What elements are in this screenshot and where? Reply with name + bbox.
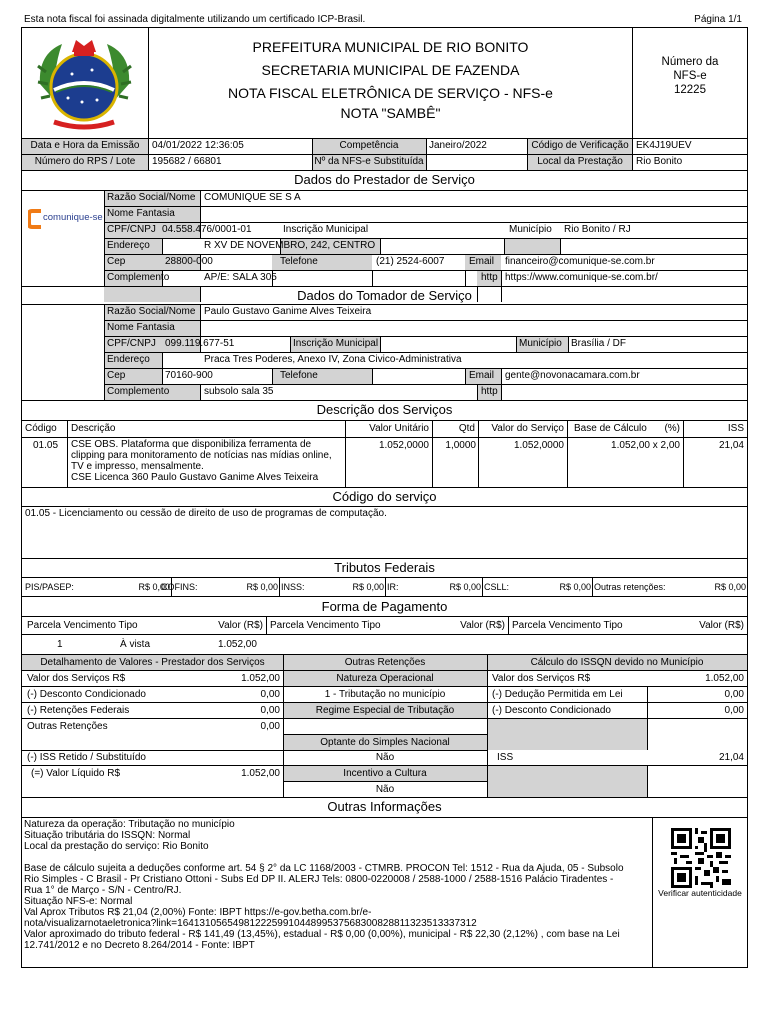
- simples-nacional-value: Não: [375, 752, 395, 763]
- inss-value: R$ 0,00: [352, 582, 384, 592]
- prefeitura-title: PREFEITURA MUNICIPAL DE RIO BONITO: [252, 39, 529, 55]
- outras-info-section-title: Outras Informações: [327, 799, 442, 814]
- prestador-complemento-value: AP/E: SALA 305: [204, 272, 277, 283]
- tomador-telefone-label: Telefone: [280, 370, 318, 381]
- prestador-cep-label: Cep: [107, 256, 126, 267]
- pis-value: R$ 0,00: [138, 582, 170, 592]
- prestador-http-value[interactable]: https://www.comunique-se.com.br/: [505, 272, 658, 283]
- nota-sambe-title: NOTA "SAMBÊ": [340, 105, 441, 121]
- retencoes-federais-label: (-) Retenções Federais: [27, 705, 130, 716]
- outras-info-line: [24, 852, 652, 863]
- valor-servicos-label: Valor dos Serviços R$: [27, 673, 126, 684]
- prestador-municipio-label: Município: [509, 224, 552, 235]
- pagamento-row-valor: 1.052,00: [218, 639, 257, 650]
- inss-label: INSS:: [281, 582, 305, 592]
- rps-value: 195682 / 66801: [152, 156, 222, 167]
- tomador-fantasia-label: Nome Fantasia: [107, 322, 175, 333]
- rps-label: Número do RPS / Lote: [34, 156, 136, 167]
- servico-row-valor-unitario: 1.052,0000: [378, 440, 429, 451]
- verificar-autenticidade-caption: Verificar autenticidade: [658, 888, 742, 898]
- pagamento-section-title: Forma de Pagamento: [321, 599, 448, 614]
- servicos-col-descricao: Descrição: [71, 423, 116, 434]
- tomador-cpf-value: 099.119.677-51: [165, 338, 235, 349]
- prestador-municipio-value: Rio Bonito / RJ: [564, 224, 631, 235]
- prestador-cpf-label: CPF/CNPJ: [107, 224, 156, 235]
- calc-iss-value: 21,04: [718, 752, 744, 763]
- tomador-email-value: gente@novonacamara.com.br: [505, 370, 640, 381]
- prestador-telefone-label: Telefone: [280, 256, 318, 267]
- prestador-email-label: Email: [469, 256, 495, 267]
- prestador-razao-label: Razão Social/Nome: [107, 192, 196, 203]
- comunique-se-logo: [28, 208, 102, 230]
- servicos-col-codigo: Código: [25, 423, 57, 434]
- valor-servicos-value: 1.052,00: [241, 673, 280, 684]
- servico-row-base: 1.052,00 x 2,00: [611, 440, 680, 451]
- outras-info-line: Rio Simples - C Brasil - Pr Cristiano Ottoni - Subs Ed DP II. ALERJ Tels: 0800-0220008 / 2588-1000 / 2588-1516 Palácio Tiradentes -: [24, 874, 614, 885]
- calc-valor-servicos-value: 1.052,00: [705, 673, 744, 684]
- servico-desc-line: CSE Licenca 360 Paulo Gustavo Ganime Alves Teixeira: [71, 472, 319, 483]
- outras-info-line: Base de cálculo sujeita a deduções conforme art. 54 § 2° da LC 1168/2003 - CTMRB. PROCON Tel: 1512 - Rua da Ajuda, 05 - Subsolo: [24, 863, 624, 874]
- servicos-section-title: Descrição dos Serviços: [316, 402, 453, 417]
- tomador-municipio-label: Município: [519, 338, 562, 349]
- servicos-col-qtd: Qtd: [458, 423, 475, 434]
- ir-value: R$ 0,00: [449, 582, 481, 592]
- nfse-document: [21, 27, 748, 968]
- pagamento-row-parcela: 1: [57, 639, 63, 650]
- tomador-email-label: Email: [469, 370, 495, 381]
- servico-row-qtd: 1,0000: [445, 440, 476, 451]
- tomador-cep-label: Cep: [107, 370, 126, 381]
- ir-label: IR:: [387, 582, 399, 592]
- prestador-cpf-value: 04.558.476/0001-01: [162, 224, 252, 235]
- desconto-condicionado-label: (-) Desconto Condicionado: [27, 689, 146, 700]
- outras-info-line: Natureza da operação: Tributação no município: [24, 819, 235, 830]
- emissao-label: Data e Hora da Emissão: [30, 140, 140, 151]
- prestador-email-value: financeiro@comunique-se.com.br: [505, 256, 655, 267]
- local-prestacao-value: Rio Bonito: [636, 156, 683, 167]
- pagamento-row-tipo: À vista: [120, 639, 151, 650]
- competencia-value: Janeiro/2022: [429, 140, 487, 151]
- codigo-servico-section-title: Código do serviço: [332, 489, 437, 504]
- outras-info-line: Local da prestação do serviço: Rio Bonito: [24, 841, 209, 852]
- cofins-label: COFINS:: [161, 582, 198, 592]
- natureza-operacional-value: 1 - Tributação no município: [324, 689, 446, 700]
- tomador-cpf-label: CPF/CNPJ: [107, 338, 156, 349]
- iss-retido-label: (-) ISS Retido / Substituído: [27, 752, 146, 763]
- servico-row-descricao: [71, 439, 345, 483]
- natureza-operacional-label: Natureza Operacional: [336, 673, 434, 684]
- pagamento-col-parcela-2: Parcela Vencimento Tipo: [270, 620, 381, 631]
- tomador-municipio-value: Brasília / DF: [571, 338, 627, 349]
- pagamento-col-valor-2: Valor (R$): [460, 620, 505, 631]
- servicos-col-percent: (%): [664, 423, 680, 434]
- csll-label: CSLL:: [484, 582, 510, 592]
- regime-especial-label: Regime Especial de Tributação: [315, 705, 455, 716]
- prestador-insc-label: Inscrição Municipal: [283, 224, 369, 235]
- outras-retencoes-row-label: Outras Retenções: [27, 721, 108, 732]
- retencoes-federais-value: 0,00: [260, 705, 280, 716]
- tomador-complemento-label: Complemento: [107, 386, 170, 397]
- pis-label: PIS/PASEP:: [25, 582, 74, 592]
- calc-desconto-label: (-) Desconto Condicionado: [492, 705, 611, 716]
- outras-retencoes-title: Outras Retenções: [344, 657, 426, 668]
- tomador-cep-value: 70160-900: [165, 370, 213, 381]
- deducao-permitida-value: 0,00: [724, 689, 744, 700]
- cofins-value: R$ 0,00: [246, 582, 278, 592]
- prestador-endereco-value: R XV DE NOVEMBRO, 242, CENTRO: [204, 240, 376, 251]
- outras-info-line: Situação tributária do ISSQN: Normal: [24, 830, 191, 841]
- detalhamento-title: Detalhamento de Valores - Prestador dos Serviços: [40, 657, 265, 668]
- numero-nfse-label: Número da: [661, 56, 719, 68]
- nfse-title: NOTA FISCAL ELETRÔNICA DE SERVIÇO - NFS-e: [228, 85, 553, 101]
- csll-value: R$ 0,00: [559, 582, 591, 592]
- tomador-razao-value: Paulo Gustavo Ganime Alves Teixeira: [204, 306, 372, 317]
- desconto-condicionado-value: 0,00: [260, 689, 280, 700]
- simples-nacional-label: Optante do Simples Nacional: [320, 737, 450, 748]
- outras-info-line: Valor aproximado do tributo federal - R$ 141,49 (13,45%), estadual - R$ 0,00 (0,00%), municipal - R$ 22,30 (2,12%) , com base na Lei: [24, 929, 620, 940]
- prestador-complemento-label: Complemento: [107, 272, 170, 283]
- valor-liquido-label: (=) Valor Líquido R$: [31, 768, 121, 779]
- prestador-telefone-value: (21) 2524-6007: [376, 256, 445, 267]
- outras-retencoes-value: R$ 0,00: [714, 582, 746, 592]
- tomador-complemento-value: subsolo sala 35: [204, 386, 274, 397]
- pagamento-col-parcela-3: Parcela Vencimento Tipo: [512, 620, 623, 631]
- outras-info-line: Rua 1° de Março - S/N - Centro/RJ.: [24, 885, 182, 896]
- pagamento-col-valor-3: Valor (R$): [699, 620, 744, 631]
- municipal-coat-of-arms-icon: [32, 32, 137, 134]
- tributos-section-title: Tributos Federais: [334, 560, 435, 575]
- pagamento-col-parcela-1: Parcela Vencimento Tipo: [27, 620, 138, 631]
- prestador-razao-value: COMUNIQUE SE S A: [204, 192, 301, 203]
- servicos-col-valor-servico: Valor do Serviço: [491, 423, 564, 434]
- codigo-verificacao-value: EK4J19UEV: [636, 140, 692, 151]
- calc-iss-label: ISS: [497, 752, 514, 763]
- numero-nfse-value: 12225: [674, 84, 706, 96]
- outras-info-line: Situação NFS-e: Normal: [24, 896, 133, 907]
- servicos-col-valor-unitario: Valor Unitário: [369, 423, 429, 434]
- emissao-value: 04/01/2022 12:36:05: [152, 140, 244, 151]
- outras-info-line: nota/visualizarnotaeletronica?link=164131056549812225991044899537568300828811323513337312: [24, 918, 477, 929]
- numero-nfse-label-2: NFS-e: [673, 70, 707, 82]
- servico-desc-line: TV e impresso, mensalmente.: [71, 461, 204, 472]
- prestador-cep-value: 28800-000: [165, 256, 213, 267]
- outras-info-text: [24, 819, 652, 951]
- servico-desc-line: CSE OBS. Plataforma que disponibiliza ferramenta de: [71, 439, 312, 450]
- outras-retencoes-row-value: 0,00: [260, 721, 280, 732]
- page-number: Página 1/1: [694, 14, 742, 25]
- valor-liquido-value: 1.052,00: [241, 768, 280, 779]
- qr-code-icon[interactable]: [671, 828, 731, 888]
- signature-notice: Esta nota fiscal foi assinada digitalmente utilizando um certificado ICP-Brasil.: [24, 14, 366, 25]
- codigo-verificacao-label: Código de Verificação: [531, 140, 629, 151]
- tomador-insc-label: Inscrição Municipal: [293, 338, 379, 349]
- substituida-label: Nº da NFS-e Substituída: [314, 156, 424, 167]
- pagamento-col-valor-1: Valor (R$): [218, 620, 263, 631]
- servicos-col-base: Base de Cálculo: [574, 423, 647, 434]
- calc-valor-servicos-label: Valor dos Serviços R$: [492, 673, 591, 684]
- prestador-section-title: Dados do Prestador de Serviço: [294, 172, 475, 187]
- servico-desc-line: clipping para monitoramento de notícias nas mídias online,: [71, 450, 332, 461]
- outras-info-line: Val Aprox Tributos R$ 21,04 (2,00%) Fonte: IBPT https://e-gov.betha.com.br/e-: [24, 907, 372, 918]
- servicos-col-iss: ISS: [727, 423, 744, 434]
- secretaria-title: SECRETARIA MUNICIPAL DE FAZENDA: [261, 62, 520, 78]
- servico-row-valor-servico: 1.052,0000: [513, 440, 564, 451]
- local-prestacao-label: Local da Prestação: [537, 156, 623, 167]
- prestador-http-label: http: [481, 272, 498, 283]
- tomador-section-title: Dados do Tomador de Serviço: [297, 288, 472, 303]
- tomador-http-label: http: [481, 386, 498, 397]
- incentivo-cultura-value: Não: [375, 784, 395, 795]
- calc-desconto-value: 0,00: [724, 705, 744, 716]
- comunique-se-logo-text: comunique-se: [43, 212, 103, 223]
- prestador-endereco-label: Endereço: [107, 240, 150, 251]
- outras-info-line: 12.741/2012 e no Decreto 8.264/2014 - Fonte: IBPT: [24, 940, 255, 951]
- servico-row-codigo: 01.05: [33, 440, 59, 451]
- tomador-razao-label: Razão Social/Nome: [107, 306, 196, 317]
- tomador-endereco-value: Praca Tres Poderes, Anexo IV, Zona Civico-Administrativa: [204, 354, 462, 365]
- codigo-servico-text: 01.05 - Licenciamento ou cessão de direito de uso de programas de computação.: [25, 508, 387, 519]
- deducao-permitida-label: (-) Dedução Permitida em Lei: [492, 689, 623, 700]
- calculo-issqn-title: Cálculo do ISSQN devido no Município: [530, 657, 704, 668]
- servico-row-iss: 21,04: [718, 440, 744, 451]
- prestador-fantasia-label: Nome Fantasia: [107, 208, 175, 219]
- outras-retencoes-label: Outras retenções:: [594, 582, 666, 592]
- competencia-label: Competência: [339, 140, 399, 151]
- incentivo-cultura-label: Incentivo a Cultura: [343, 768, 427, 779]
- tomador-endereco-label: Endereço: [107, 354, 150, 365]
